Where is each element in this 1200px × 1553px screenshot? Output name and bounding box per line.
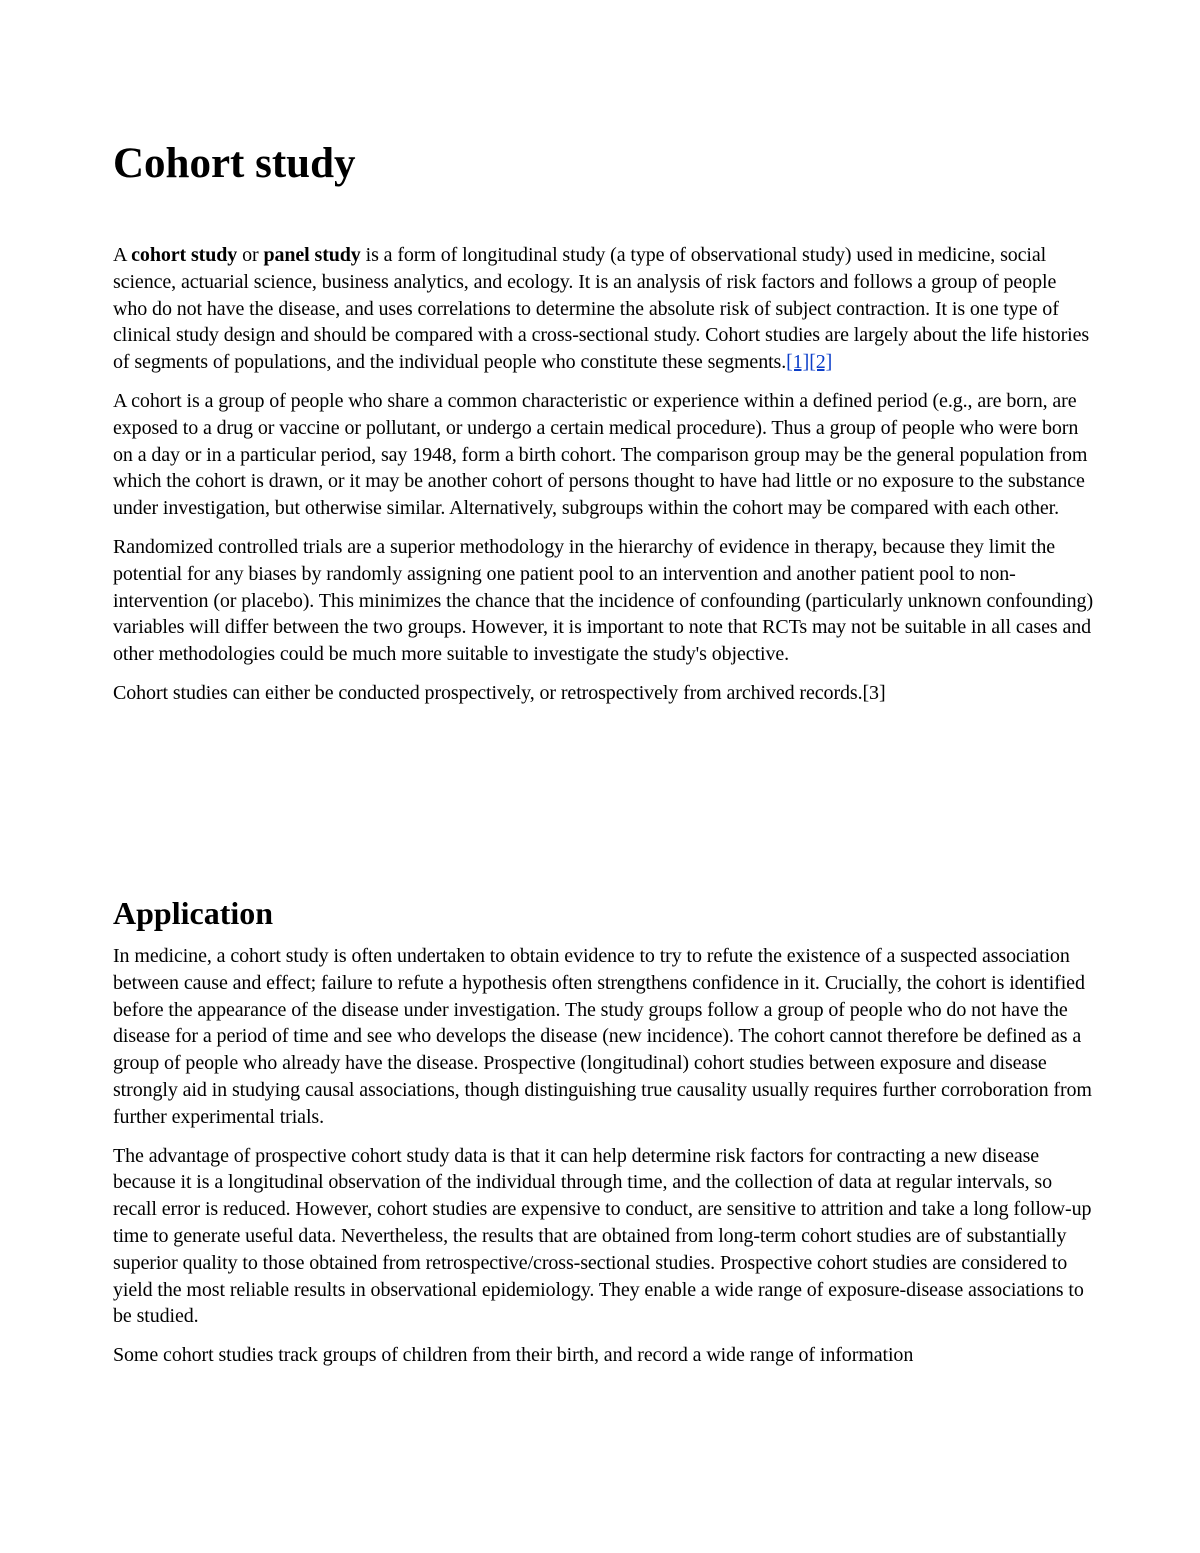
intro-text-body: is a form of longitudinal study (a type of observational study) used in medicine, social science, actuarial science, business analytics, and ecology. It is an analysis of risk factors and follows a group of people who do not have the disease, and uses correlations to determine the absolute risk of subject contraction. It is one type of clinical study design and should be compared with a cross-sectional study. Cohort studies are largely about the life histories of segments of populations, and the individual people who constitute these segments. [113,244,1090,374]
intro-paragraph-4: Cohort studies can either be conducted prospectively, or retrospectively from archived records.[3] [113,681,886,704]
intro-paragraph-2: A cohort is a group of people who share a common characteristic or experience within a defined period (e.g., are born, are exposed to a drug or vaccine or pollutant, or undergo a certain medical procedure). Thus a group of people who were born on a day or in a particular period, say 1948, form a birth cohort. The comparison group may be the general population from which the cohort is drawn, or it may be another cohort of persons thought to have had little or no exposure to the substance under investigation, but otherwise similar. Alternatively, subgroups within the cohort may be compared with each other. [113,389,1088,520]
application-paragraph-3: Some cohort studies track groups of children from their birth, and record a wide range of information [113,1344,914,1367]
section-heading-application: Application [113,895,274,931]
intro-text-start: A [113,244,132,266]
intro-section [113,242,1093,719]
intro-text-or: or [237,244,264,266]
reference-link-2[interactable]: [2] [809,351,833,374]
intro-paragraph-1 [113,242,1093,376]
application-section [113,943,1093,1381]
intro-paragraph-3: Randomized controlled trials are a superior methodology in the hierarchy of evidence in therapy, because they limit the potential for any biases by randomly assigning one patient pool to an intervention and another patient pool to non-intervention (or placebo). This minimizes the chance that the incidence of confounding (particularly unknown confounding) variables will differ between the two groups. However, it is important to note that RCTs may not be suitable in all cases and other methodologies could be much more suitable to investigate the study's objective. [113,535,1094,666]
page-title: Cohort study [113,140,356,187]
application-paragraph-2: The advantage of prospective cohort study data is that it can help determine risk factors for contracting a new disease because it is a longitudinal observation of the individual through time, and the collection of data at regular intervals, so recall error is reduced. However, cohort studies are expensive to conduct, are sensitive to attrition and take a long follow-up time to generate useful data. Nevertheless, the results that are obtained from long-term cohort studies are of substantially superior quality to those obtained from retrospective/cross-sectional studies. Prospective cohort studies are considered to yield the most reliable results in observational epidemiology. They enable a wide range of exposure-disease associations to be studied. [113,1144,1092,1328]
reference-link-1[interactable]: [1] [786,351,810,374]
term-cohort-study: cohort study [131,244,238,266]
term-panel-study: panel study [263,244,361,266]
application-paragraph-1: In medicine, a cohort study is often undertaken to obtain evidence to try to refute the existence of a suspected association between cause and effect; failure to refute a hypothesis often strengthens confidence in it. Crucially, the cohort is identified before the appearance of the disease under investigation. The study groups follow a group of people who do not have the disease for a period of time and see who develops the disease (new incidence). The cohort cannot therefore be defined as a group of people who already have the disease. Prospective (longitudinal) cohort studies between exposure and disease strongly aid in studying causal associations, though distinguishing true causality usually requires further corroboration from further experimental trials. [113,945,1092,1128]
